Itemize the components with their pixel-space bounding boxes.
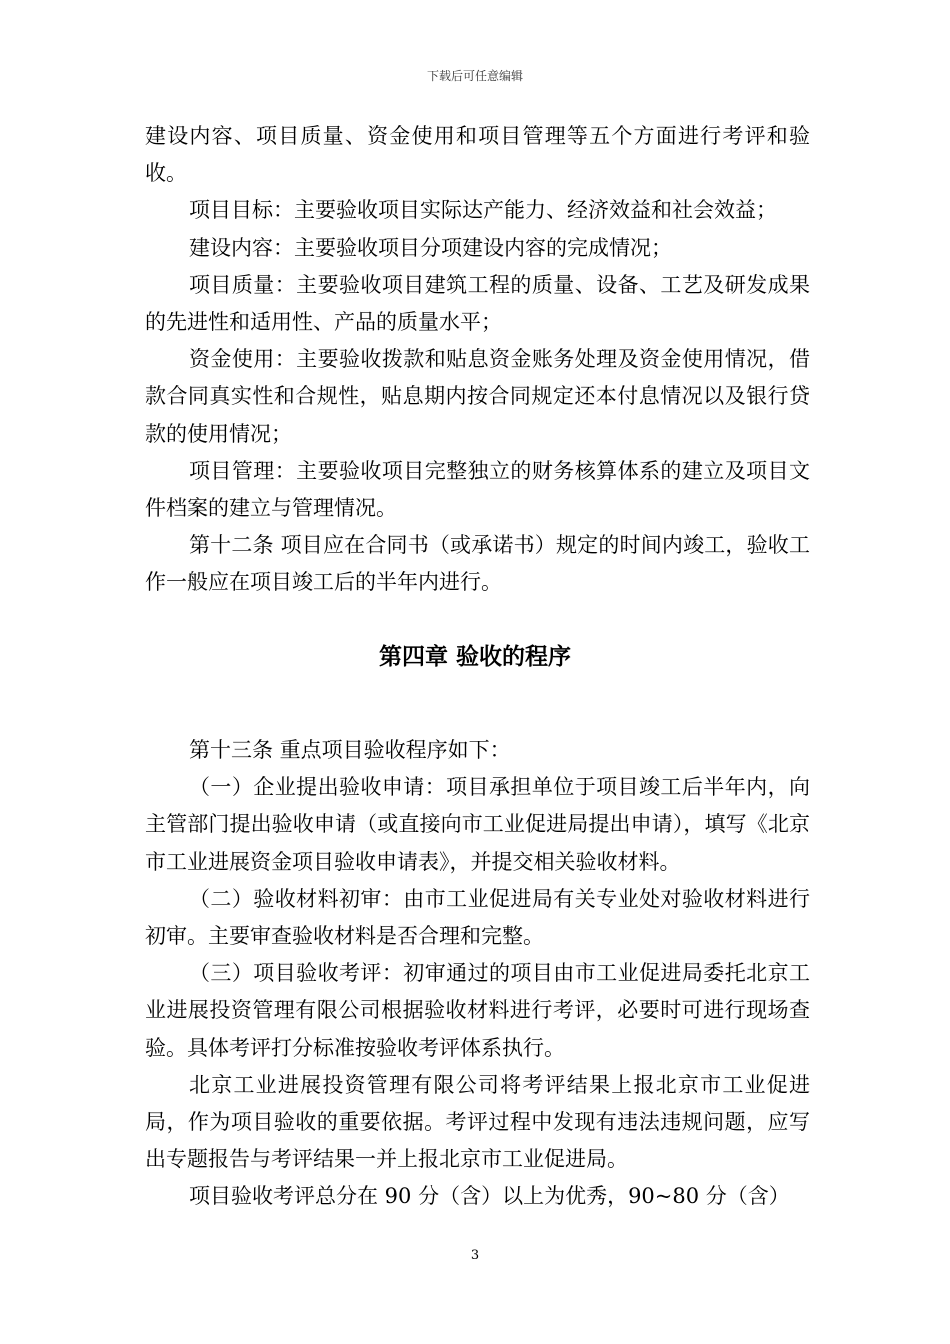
paragraph: （三）项目验收考评：初审通过的项目由市工业促进局委托北京工业进展投资管理有限公司根据验收材料进行考评，必要时可进行现场查验。具体考评打分标准按验收考评体系执行。 bbox=[145, 961, 810, 1060]
paragraph: 项目管理：主要验收项目完整独立的财务核算体系的建立及项目文件档案的建立与管理情况。 bbox=[145, 458, 810, 521]
paragraph: 资金使用：主要验收拨款和贴息资金账务处理及资金使用情况，借款合同真实性和合规性，贴息期内按合同规定还本付息情况以及银行贷款的使用情况； bbox=[145, 347, 810, 446]
paragraph: 项目质量：主要验收项目建筑工程的质量、设备、工艺及研发成果的先进性和适用性、产品的质量水平； bbox=[145, 272, 810, 335]
paragraph: 北京工业进展投资管理有限公司将考评结果上报北京市工业促进局，作为项目验收的重要依据。考评过程中发现有违法违规问题，应写出专题报告与考评结果一并上报北京市工业促进局。 bbox=[145, 1072, 810, 1172]
page-header: 下载后可任意编辑 bbox=[426, 69, 523, 83]
paragraph: （二）验收材料初审：由市工业促进局有关专业处对验收材料进行初审。主要审查验收材料是否合理和完整。 bbox=[145, 886, 810, 949]
paragraph: 建设内容、项目质量、资金使用和项目管理等五个方面进行考评和验收。 bbox=[145, 124, 810, 186]
paragraph: 第十三条 重点项目验收程序如下： bbox=[189, 738, 511, 762]
body-section-2 bbox=[145, 732, 810, 1216]
paragraph: 第十二条 项目应在合同书（或承诺书）规定的时间内竣工，验收工作一般应在项目竣工后的半年内进行。 bbox=[145, 533, 810, 595]
paragraph: （一）企业提出验收申请：项目承担单位于项目竣工后半年内，向主管部门提出验收申请（或直接向市工业促进局提出申请），填写《北京市工业进展资金项目验收申请表》，并提交相关验收材料。 bbox=[145, 775, 810, 874]
chapter-title: 第四章 验收的程序 bbox=[378, 644, 571, 670]
body-section-1 bbox=[145, 118, 810, 602]
paragraph: 项目目标：主要验收项目实际达产能力、经济效益和社会效益； bbox=[189, 198, 777, 223]
page-number: 3 bbox=[470, 1248, 480, 1263]
paragraph: 项目验收考评总分在 90 分（含）以上为优秀，90~80 分（含） bbox=[189, 1184, 790, 1209]
paragraph: 建设内容：主要验收项目分项建设内容的完成情况； bbox=[189, 235, 672, 260]
